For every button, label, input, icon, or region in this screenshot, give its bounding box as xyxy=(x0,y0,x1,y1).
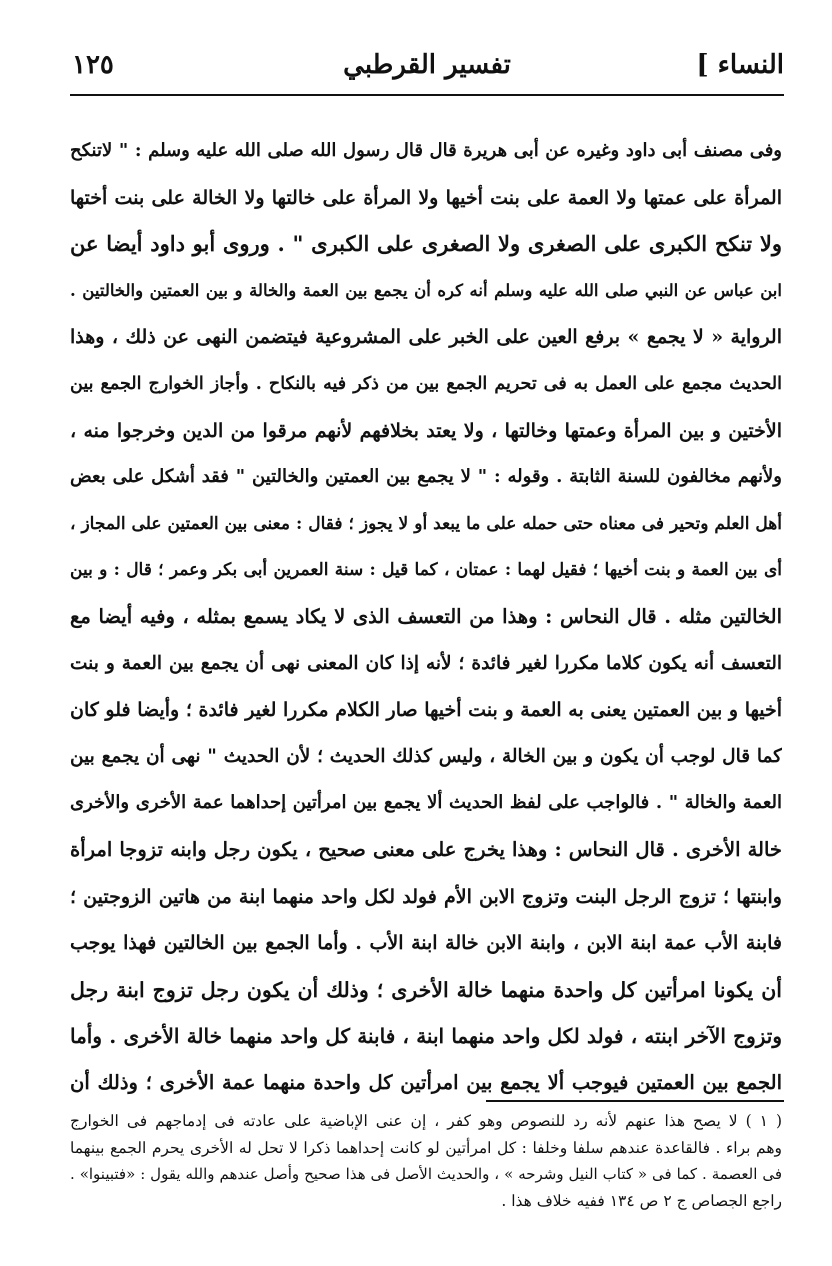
footnote-line: وهم براء . فالقاعدة عندهم سلفا وخلفا : كل امرأتين لو كانت إحداهما ذكرا لا تحل له الأخرى يحرم الجمع بينهما xyxy=(70,1138,782,1157)
footnote-line: ( ١ ) لا يصح هذا عنهم لأنه رد للنصوص وهو كفر ، إن عنى الإباضية على عادته فى إدماجهم فى الخوارج xyxy=(70,1112,782,1130)
footnote-line: فى العصمة . كما فى « كتاب النيل وشرحه » ، والحديث الأصل فى هذا صحيح وأصل عندهم والله يقول : «فتبينوا» . xyxy=(70,1165,782,1183)
footnote-line: راجع الجصاص ج ٢ ص ١٣٤ ففيه خلاف هذا . xyxy=(501,1191,782,1210)
footnotes xyxy=(70,1108,782,1214)
footnote-divider xyxy=(486,1100,784,1102)
text-line: ابن عباس عن النبي صلى الله عليه وسلم أنه كره أن يجمع بين العمة والخالة و بين العمتين والخالتين . xyxy=(70,280,782,300)
text-line: أى بين العمة و بنت أخيها ؛ فقيل لهما : عمتان ، كما قيل : سنة العمرين أبى بكر وعمر ؛ قال : و بين xyxy=(70,560,782,581)
text-line: التعسف أنه يكون كلاما مكررا لغير فائدة ؛ لأنه إذا كان المعنى نهى أن يجمع بين العمة و بنت xyxy=(70,652,782,674)
text-line: خالة الأخرى . قال النحاس : وهذا يخرج على معنى صحيح ، يكون رجل وابنه تزوجا امرأة xyxy=(70,837,782,861)
page-number: ١٢٥ xyxy=(72,50,114,80)
text-line: الخالتين مثله . قال النحاس : وهذا من التعسف الذى لا يكاد يسمع بمثله ، وفيه أيضا مع xyxy=(70,604,782,628)
text-line: وابنتها ؛ تزوج الرجل البنت وتزوج الابن الأم فولد لكل واحد منهما ابنة من هاتين الزوجتين ؛ xyxy=(70,885,782,908)
text-line: العمة والخالة " . فالواجب على لفظ الحديث ألا يجمع بين امرأتين إحداهما عمة الأخرى والأخرى xyxy=(70,792,782,814)
main-text xyxy=(70,128,782,1106)
text-line: الجمع بين العمتين فيوجب ألا يجمع بين امرأتين كل واحدة منهما عمة الأخرى ؛ وذلك أن xyxy=(70,1070,782,1094)
text-line: المرأة على عمتها ولا العمة على بنت أخيها ولا المرأة على خالتها ولا الخالة على بنت أختها xyxy=(70,186,782,209)
text-line: الرواية « لا يجمع » برفع العين على الخبر على المشروعية فيتضمن النهى عن ذلك ، وهذا xyxy=(70,326,782,349)
page-header xyxy=(70,40,784,96)
text-line: الحديث مجمع على العمل به فى تحريم الجمع بين من ذكر فيه بالنكاح . وأجاز الخوارج الجمع بين xyxy=(70,373,782,394)
text-line: وتزوج الآخر ابنته ، فولد لكل واحد منهما ابنة ، فابنة كل واحد منهما خالة الأخرى . وأما xyxy=(70,1024,782,1049)
text-line: ولا تنكح الكبرى على الصغرى ولا الصغرى على الكبرى " . وروى أبو داود أيضا عن xyxy=(70,231,782,257)
text-line: فابنة الأب عمة ابنة الابن ، وابنة الابن خالة ابنة الأب . وأما الجمع بين الخالتين فهذا يوجب xyxy=(70,932,782,955)
text-line: أخيها و بين العمتين يعنى به العمة و بنت أخيها صار الكلام مكررا لغير فائدة ؛ وأيضا فلو كان xyxy=(70,699,782,722)
text-line: الأختين و بين المرأة وعمتها وخالتها ، ولا يعتد بخلافهم لأنهم مرقوا من الدين وخرجوا منه ، xyxy=(70,419,782,442)
header-divider xyxy=(70,94,784,96)
text-line: كما قال لوجب أن يكون و بين الخالة ، وليس كذلك الحديث ؛ لأن الحديث " نهى أن يجمع بين xyxy=(70,745,782,767)
text-line: وفى مصنف أبى داود وغيره عن أبى هريرة قال قال رسول الله صلى الله عليه وسلم : " لاتنكح xyxy=(70,140,782,161)
book-title: تفسير القرطبي xyxy=(343,50,511,80)
chapter-name: النساء ] xyxy=(696,50,784,80)
text-line: أهل العلم وتحير فى معناه حتى حمله على ما يبعد أو لا يجوز ؛ فقال : معنى بين العمتين على المجاز ، xyxy=(70,513,782,534)
text-line: ولأنهم مخالفون للسنة الثابتة . وقوله : " لا يجمع بين العمتين والخالتين " فقد أشكل على بعض xyxy=(70,466,782,488)
text-line: أن يكونا امرأتين كل واحدة منهما خالة الأخرى ؛ وذلك أن يكون رجل تزوج ابنة رجل xyxy=(70,977,782,1002)
